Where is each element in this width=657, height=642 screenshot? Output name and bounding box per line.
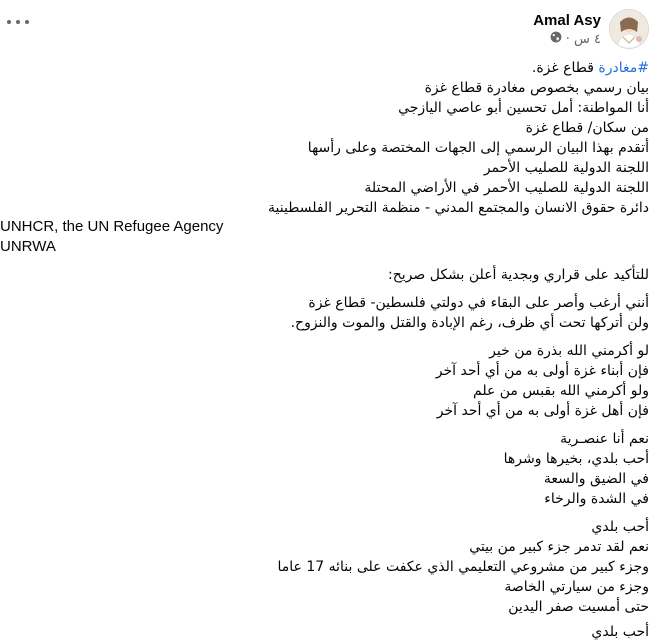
- post-text-line: بيان رسمي بخصوص مغادرة قطاع غزة: [424, 80, 649, 96]
- post-text-line: أنني أرغب وأصر على البقاء في دولتي فلسطين- قطاع غزة: [308, 295, 649, 311]
- avatar[interactable]: [609, 9, 649, 49]
- post-text-line: فإن أهل غزة أولى به من أي أحد آخر: [436, 403, 649, 419]
- post-text-line: أحب بلدي: [591, 624, 649, 640]
- more-options-button[interactable]: [7, 12, 29, 32]
- post-text-line: نعم أنا عنصـرية: [560, 431, 649, 447]
- post-time-row: [550, 31, 601, 48]
- post-text-line: من سكان/ قطاع غزة: [525, 120, 649, 136]
- post-text-line: لو أكرمني الله بذرة من خير: [489, 343, 649, 359]
- more-options-icon-dot: [16, 20, 20, 24]
- post-text-line: أنا المواطنة: أمل تحسين أبو عاصي اليازجي: [398, 100, 649, 116]
- post-text-line: في الشدة والرخاء: [544, 491, 649, 507]
- post-text-line: UNRWA: [0, 238, 56, 255]
- globe-icon[interactable]: [550, 31, 562, 48]
- post-text-line: أتقدم بهذا البيان الرسمي إلى الجهات المختصة وعلى رأسها: [307, 140, 649, 156]
- post-text-line: حتى أمسيت صفر اليدين: [508, 599, 649, 615]
- more-options-icon-dot: [25, 20, 29, 24]
- post-text-line: ولن أتركها تحت أي ظرف، رغم الإبادة والقتل والموت والنزوح.: [290, 315, 649, 331]
- more-options-icon: [7, 20, 11, 24]
- post-meta: [533, 11, 601, 48]
- post-text-line: في الضيق والسعة: [543, 471, 649, 487]
- post-text-line: دائرة حقوق الانسان والمجتمع المدني - منظمة التحرير الفلسطينية: [268, 200, 649, 216]
- post-text-line: وجزء من سيارتي الخاصة: [504, 579, 649, 595]
- post-text-line: نعم لقد تدمر جزء كبير من بيتي: [469, 539, 649, 555]
- post-text-line: ولو أكرمني الله بقبس من علم: [473, 383, 649, 399]
- avatar-image-icon: [610, 10, 648, 48]
- post-text-segment: قطاع غزة.: [531, 60, 599, 76]
- post-text-line: UNHCR, the UN Refugee Agency: [0, 218, 224, 235]
- hashtag-link[interactable]: #مغادرة: [598, 60, 649, 76]
- post-text-first-line: [532, 58, 649, 78]
- post-time[interactable]: ٤ س ·: [565, 31, 601, 47]
- post-text-line: للتأكيد على قراري وبجدية أعلن بشكل صريح:: [388, 267, 649, 283]
- post-text-line: وجزء كبير من مشروعي التعليمي الذي عكفت على بنائه 17 عاما: [277, 559, 649, 575]
- post-text-line: فإن أبناء غزة أولى به من أي أحد آخر: [435, 363, 649, 379]
- post-text-line: اللجنة الدولية للصليب الأحمر: [483, 160, 649, 176]
- post-text-line: أحب بلدي، بخيرها وشرها: [503, 451, 649, 467]
- post-header: [533, 8, 649, 50]
- post-text-line: أحب بلدي: [591, 519, 649, 535]
- post-text-line: اللجنة الدولية للصليب الأحمر في الأراضي المحتلة: [364, 180, 649, 196]
- author-name[interactable]: Amal Asy: [533, 11, 601, 29]
